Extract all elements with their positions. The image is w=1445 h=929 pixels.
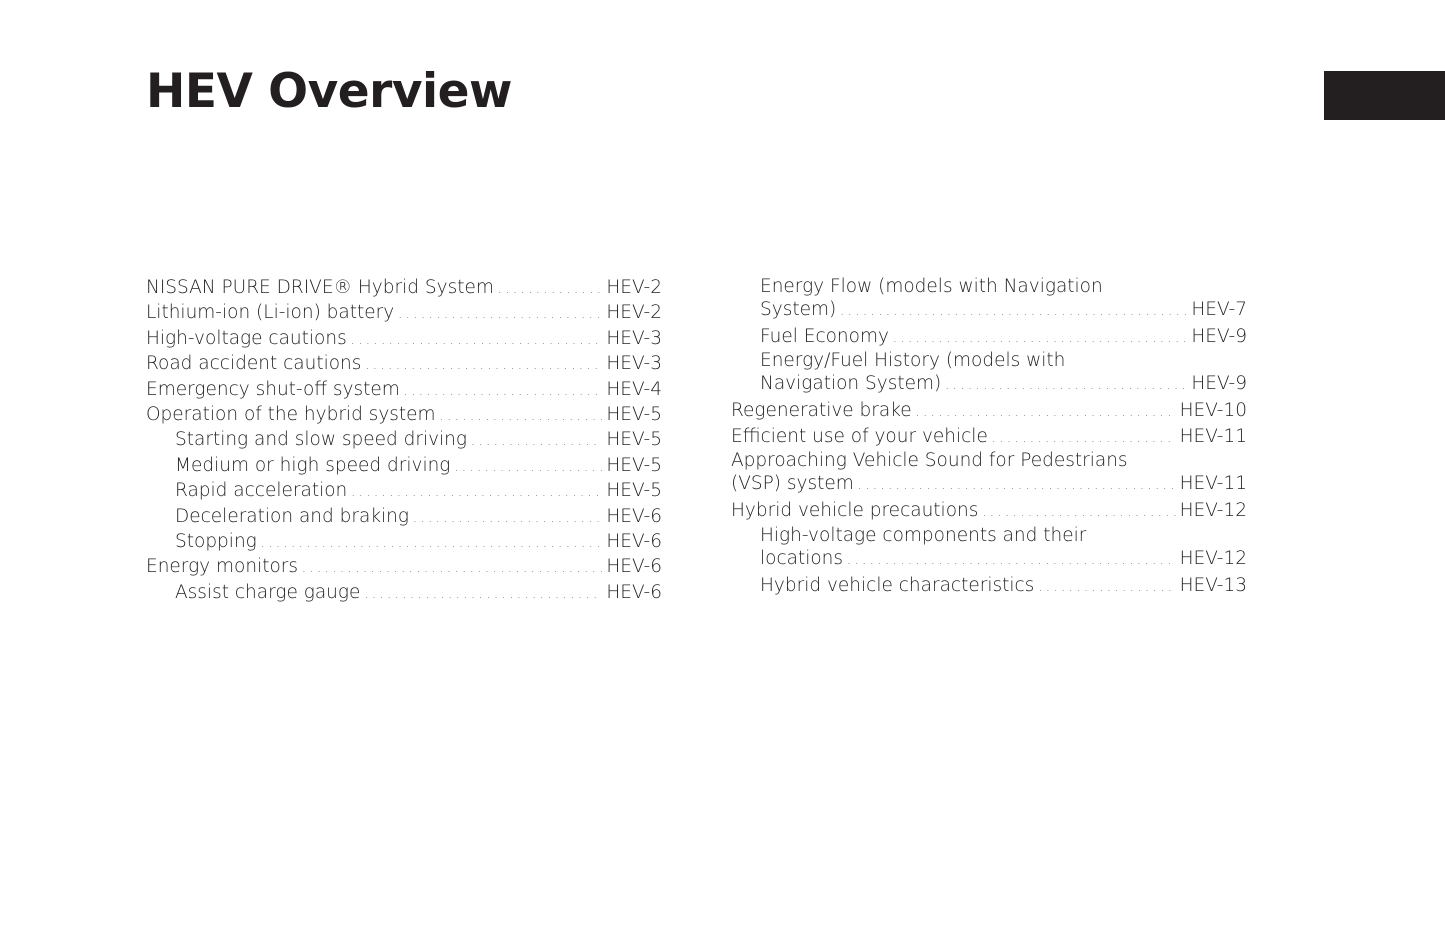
- toc-entry[interactable]: [146, 402, 662, 427]
- dot-leader: [945, 374, 1187, 397]
- toc-entry[interactable]: [146, 275, 662, 300]
- toc-entry-page: HEV-3: [606, 327, 662, 349]
- toc-entry-page: HEV-3: [606, 353, 662, 375]
- toc-entry-page: HEV-5: [606, 403, 662, 425]
- toc-entry[interactable]: [731, 349, 1247, 395]
- toc-entry-title-line: Energy Flow (models with Navigation: [760, 276, 1103, 297]
- dot-leader: [847, 549, 1176, 572]
- toc-entry[interactable]: [731, 573, 1247, 598]
- toc-entry[interactable]: [146, 427, 662, 452]
- toc-entry[interactable]: [731, 498, 1247, 523]
- dot-leader: [454, 455, 602, 480]
- toc-entry-title: Deceleration and braking: [175, 505, 410, 527]
- toc-entry-title: Efficient use of your vehicle: [731, 425, 988, 447]
- toc-entry[interactable]: [146, 554, 662, 579]
- dot-leader: [365, 353, 602, 378]
- toc-entry-title: Operation of the hybrid system: [146, 403, 436, 425]
- dot-leader: [440, 404, 603, 429]
- toc-entry-page: HEV-11: [1179, 473, 1247, 495]
- toc-entry-page: HEV-2: [606, 302, 662, 324]
- dot-leader: [351, 328, 603, 353]
- dot-leader: [302, 556, 602, 581]
- dot-leader: [351, 480, 602, 505]
- toc-entry[interactable]: [146, 580, 662, 605]
- toc-entry-page: HEV-5: [606, 454, 662, 476]
- section-tab-marker: [1324, 71, 1445, 120]
- toc-entry-title: Regenerative brake: [731, 400, 912, 422]
- toc-entry-title: Hybrid vehicle precautions: [731, 500, 979, 522]
- toc-entry-page: HEV-5: [606, 429, 662, 451]
- toc-entry-page: HEV-7: [1191, 299, 1247, 320]
- toc-entry-title: Road accident cautions: [146, 353, 362, 375]
- toc-entry-page: HEV-2: [606, 277, 662, 298]
- dot-leader: [992, 426, 1176, 451]
- toc-entry-page: HEV-6: [606, 556, 662, 578]
- toc-entry[interactable]: [731, 424, 1247, 449]
- toc-entry-page: HEV-9: [1191, 326, 1247, 347]
- toc-entry[interactable]: [731, 449, 1247, 495]
- toc-entry-title: High-voltage cautions: [146, 327, 347, 349]
- toc-entry[interactable]: [146, 478, 662, 503]
- toc-entry-title-line: Energy/Fuel History (models with: [760, 350, 1066, 372]
- toc-right-column: [731, 275, 1247, 598]
- dot-leader: [840, 300, 1187, 323]
- toc-entry[interactable]: [146, 326, 662, 351]
- toc-entry[interactable]: [146, 351, 662, 376]
- toc-entry-title: Fuel Economy: [760, 326, 889, 347]
- toc-entry-title: Lithium-ion (Li-ion) battery: [146, 302, 395, 324]
- toc-entry-title: Medium or high speed driving: [175, 454, 451, 476]
- toc-entry-title: locations: [760, 547, 844, 569]
- dot-leader: [471, 429, 602, 454]
- toc-entry-title: Starting and slow speed driving: [175, 429, 468, 451]
- dot-leader: [404, 379, 603, 404]
- toc-entry-page: HEV-9: [1191, 373, 1247, 395]
- dot-leader: [261, 531, 603, 556]
- dot-leader: [398, 302, 602, 327]
- toc-entry-title: (VSP) system: [731, 473, 854, 495]
- toc-entry[interactable]: [146, 377, 662, 402]
- toc-entry-title-line: High-voltage components and their: [760, 524, 1087, 546]
- toc-entry-page: HEV-6: [606, 581, 662, 603]
- toc-entry-title: Assist charge gauge: [175, 581, 361, 603]
- toc-entry[interactable]: [146, 504, 662, 529]
- toc-left-column: [146, 275, 662, 605]
- dot-leader: [1038, 575, 1175, 600]
- toc-entry-page: HEV-6: [606, 505, 662, 527]
- toc-entry-title: Emergency shut-off system: [146, 378, 400, 400]
- dot-leader: [893, 326, 1187, 351]
- toc-entry-page: HEV-12: [1179, 500, 1247, 522]
- dot-leader: [364, 582, 602, 607]
- toc-entry-title: Navigation System): [760, 373, 942, 395]
- toc-entry-page: HEV-12: [1179, 547, 1247, 569]
- toc-entry[interactable]: [146, 300, 662, 325]
- toc-entry-page: HEV-5: [606, 480, 662, 502]
- toc-entry-title: Hybrid vehicle characteristics: [760, 574, 1035, 596]
- toc-entry[interactable]: [731, 524, 1247, 570]
- toc-entry-title: Rapid acceleration: [175, 480, 348, 502]
- dot-leader: [916, 400, 1176, 425]
- toc-entry-title: Energy monitors: [146, 556, 299, 578]
- toc-entry-title: System): [760, 299, 837, 320]
- dot-leader: [498, 277, 603, 302]
- toc-entry-page: HEV-13: [1179, 574, 1247, 596]
- toc-entry[interactable]: [731, 324, 1247, 349]
- toc-entry[interactable]: [146, 453, 662, 478]
- toc-entry-title: NISSAN PURE DRIVE® Hybrid System: [146, 277, 494, 298]
- toc-entry-page: HEV-4: [606, 378, 662, 400]
- toc-entry[interactable]: [146, 529, 662, 554]
- toc-entry-page: HEV-11: [1179, 425, 1247, 447]
- toc-entry[interactable]: [731, 275, 1247, 321]
- toc-entry-title: Stopping: [175, 530, 257, 552]
- dot-leader: [413, 506, 602, 531]
- page-title: HEV Overview: [146, 64, 512, 119]
- toc-entry-title-line: Approaching Vehicle Sound for Pedestrians: [731, 450, 1128, 472]
- toc-entry-page: HEV-10: [1179, 400, 1247, 422]
- dot-leader: [982, 500, 1175, 525]
- toc-entry-page: HEV-6: [606, 530, 662, 552]
- dot-leader: [858, 474, 1176, 497]
- toc-entry[interactable]: [731, 398, 1247, 423]
